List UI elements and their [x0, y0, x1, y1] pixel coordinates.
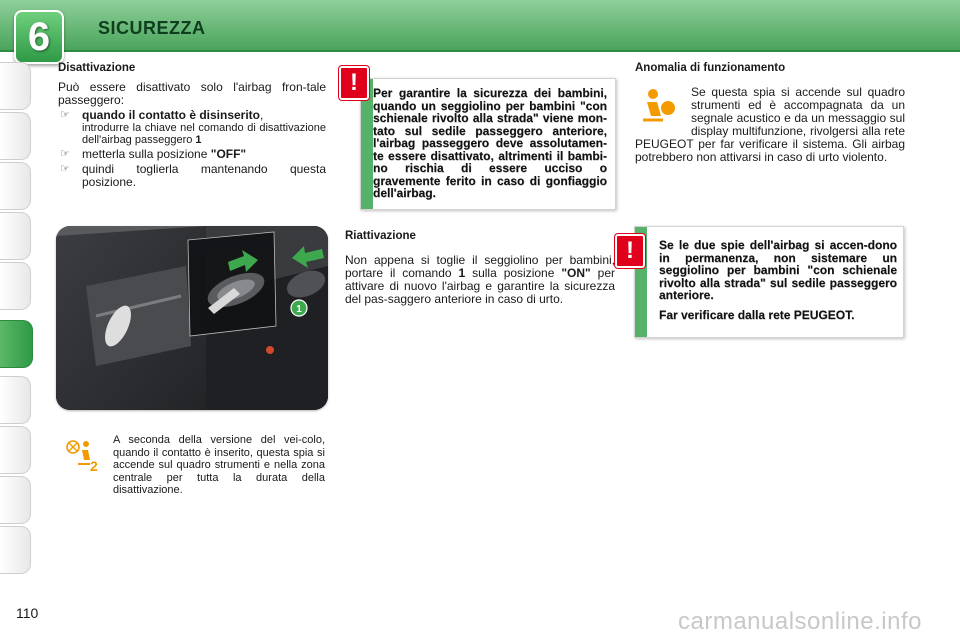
chapter-tab[interactable] [0, 426, 31, 474]
chapter-tab[interactable] [0, 262, 31, 310]
chapter-tab[interactable] [0, 112, 31, 160]
bullet-bold: "OFF" [210, 147, 247, 161]
airbag-off-note: A seconda della versione del vei-colo, quando il contatto è inserito, questa spia si accende sul quadro strumenti e nella zona centrale per tutta la durata della disattivazione. [113, 434, 325, 496]
riattivazione-bold: "ON" [561, 266, 591, 280]
list-item [58, 109, 326, 146]
svg-text:2: 2 [90, 458, 98, 474]
riattivazione-bold: 1 [458, 266, 466, 280]
chapter-number: 6 [27, 15, 51, 59]
anomalia-text [635, 86, 905, 164]
riattivazione-text-part: Non appena si toglie il seggiolino per bambini, portare il comando [345, 253, 615, 280]
anomalia-description: Se questa spia si accende sul quadro strumenti ed è accompagnata da un segnale acustico e da un messaggio sul display multifunzione, rivolgersi alla rete PEUGEOT per far verificare il sistema. Gli airbag potrebbero non attivarsi in caso di urto violento. [635, 85, 905, 164]
list-item [58, 163, 326, 189]
chapter-tab[interactable] [0, 376, 31, 424]
anomalia-section [635, 62, 905, 164]
anomalia-title: Anomalia di funzionamento [635, 62, 786, 74]
riattivazione-text-part: per attivare di nuovo l'airbag e garantire la sicurezza del pas-saggero anteriore in caso di urto. [345, 266, 615, 306]
riattivazione-text [345, 254, 615, 306]
chapter-tab[interactable] [0, 162, 31, 210]
chapter-tab[interactable] [0, 526, 31, 574]
exclamation-icon: ! [615, 234, 645, 268]
disattivazione-section [58, 62, 326, 189]
bullet-text: metterla sulla posizione [82, 147, 208, 161]
callout-label: 1 [296, 304, 302, 315]
chapter-badge[interactable] [14, 10, 64, 64]
chapter-tabs [0, 62, 34, 578]
header-divider [0, 50, 960, 52]
bullet-text: quindi toglierla mantenando questa posizione. [82, 162, 326, 189]
disattivazione-title: Disattivazione [58, 62, 136, 74]
riattivazione-section [345, 230, 615, 306]
riattivazione-text-part: sulla posizione [472, 266, 555, 280]
pointer-icon: ☞ [60, 163, 70, 175]
bullet-detail [82, 122, 326, 146]
chapter-tab-active[interactable] [0, 320, 33, 368]
airbag-lights-warning [634, 226, 904, 338]
airbag-switch-photo [56, 226, 328, 410]
bullet-detail-text: introdurre la chiave nel comando di disattivazione dell'airbag passeggero [82, 122, 326, 146]
child-safety-warning [360, 78, 616, 210]
page-number: 110 [16, 605, 39, 621]
child-safety-warning-text: Per garantire la sicurezza dei bambini, quando un seggiolino per bambini "con schienale rivolto alla strada" viene mon-tato sul sedile passeggero anteriore, l'airbag passeggero deve assolutamen-te essere disattivato, altrimenti il bambi-no rischia di essere ucciso o gravemente ferito in caso di gonfiaggio dell'airbag. [373, 86, 607, 200]
riattivazione-title: Riattivazione [345, 230, 416, 242]
pointer-icon: ☞ [60, 109, 70, 121]
exclamation-icon: ! [339, 66, 369, 100]
airbag-switch-illustration [56, 226, 328, 410]
bullet-bold: quando il contatto è disinserito [82, 108, 261, 122]
disattivazione-intro: Può essere disattivato solo l'airbag fron-tale passeggero: [58, 80, 326, 107]
chapter-tab[interactable] [0, 212, 31, 260]
chapter-tab[interactable] [0, 476, 31, 524]
airbag-warning-icon [639, 86, 677, 126]
bullet-detail-bold: 1 [195, 134, 202, 146]
list-item [58, 148, 326, 161]
chapter-tab[interactable] [0, 62, 31, 110]
bullet-rest: , [260, 108, 264, 122]
airbag-lights-warning-text: Se le due spie dell'airbag si accen-dono in permanenza, non sistemare un seggiolino per bambini "con schienale rivolto alla strada" sul sedile passeggero anteriore. [659, 238, 897, 302]
section-title: SICUREZZA [98, 18, 206, 38]
airbag-lights-warning-text2: Far verificare dalla rete PEUGEOT. [659, 308, 855, 322]
watermark: carmanualsonline.info [678, 608, 922, 635]
airbag-off-icon [64, 438, 102, 474]
pointer-icon: ☞ [60, 148, 70, 160]
